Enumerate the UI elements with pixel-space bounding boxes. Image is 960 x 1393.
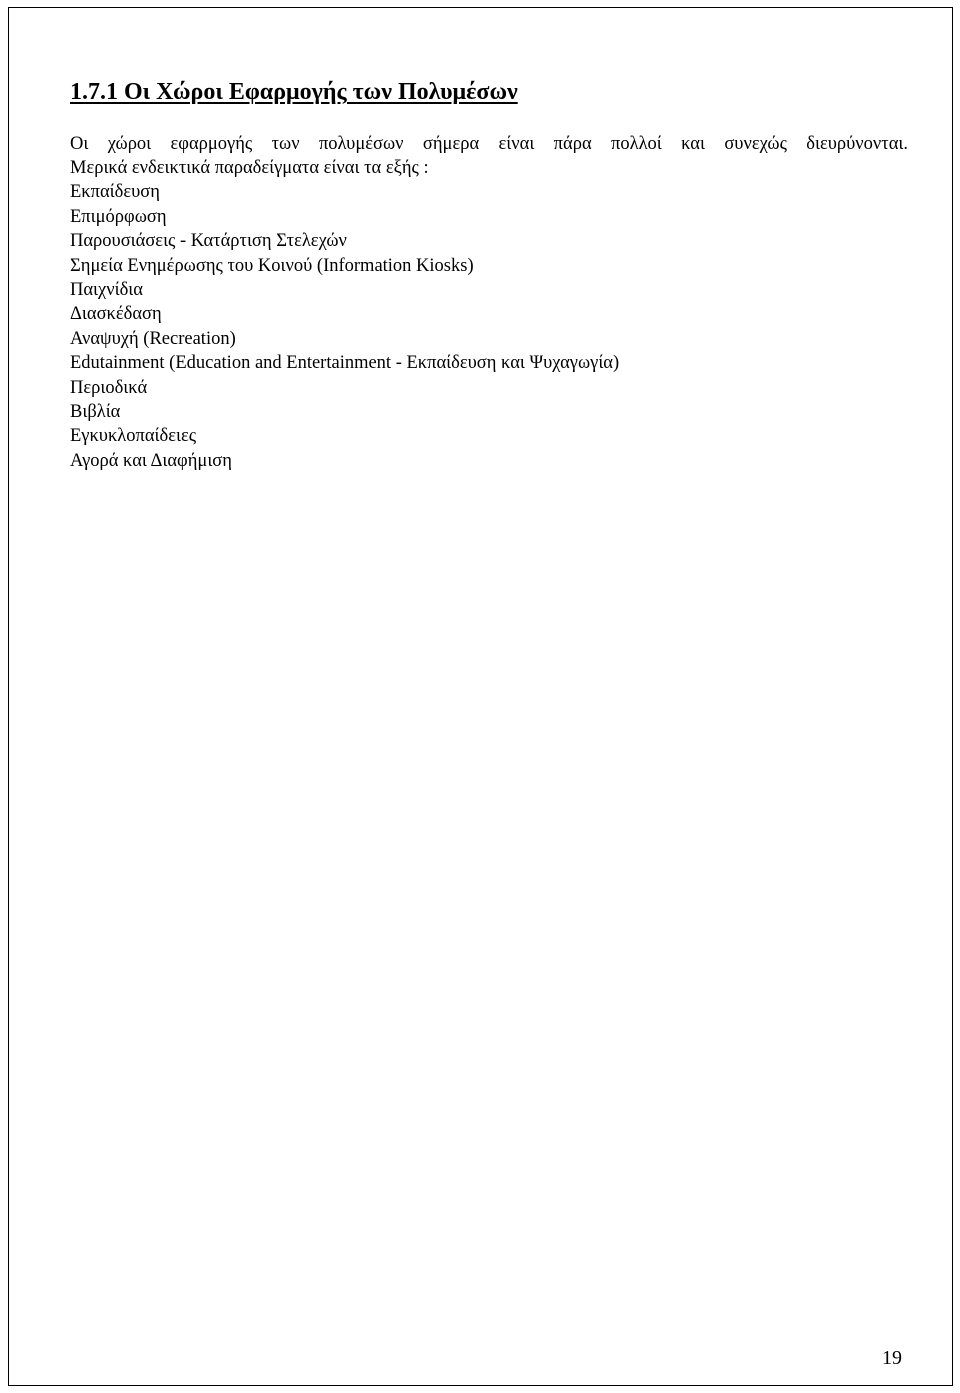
list-item: Εγκυκλοπαίδειες: [70, 426, 197, 447]
applications-list: [70, 156, 619, 473]
list-item: Παρουσιάσεις - Κατάρτιση Στελεχών: [70, 231, 347, 252]
list-item: Αναψυχή (Recreation): [70, 328, 236, 349]
intro-paragraph: Οι χώροι εφαρμογής των πολυμέσων σήμερα είναι πάρα πολλοί και συνεχώς διευρύνονται.: [70, 134, 908, 154]
list-item: Περιοδικά: [70, 377, 148, 398]
list-item: Επιμόρφωση: [70, 206, 167, 227]
list-item: Αγορά και Διαφήμιση: [70, 450, 232, 471]
list-item: Μερικά ενδεικτικά παραδείγματα είναι τα εξής :: [70, 158, 429, 178]
list-item: Edutainment (Education and Entertainment - Εκπαίδευση και Ψυχαγωγία): [70, 353, 620, 374]
list-item: Παιχνίδια: [70, 280, 143, 301]
section-heading: 1.7.1 Οι Χώροι Εφαρμογής των Πολυμέσων: [70, 79, 518, 105]
list-item: Σημεία Ενημέρωσης του Κοινού (Information Kiosks): [70, 255, 474, 276]
list-item: Διασκέδαση: [70, 304, 162, 325]
list-item: Εκπαίδευση: [70, 182, 160, 203]
list-item: Βιβλία: [70, 402, 121, 423]
page-number: 19: [882, 1347, 902, 1369]
